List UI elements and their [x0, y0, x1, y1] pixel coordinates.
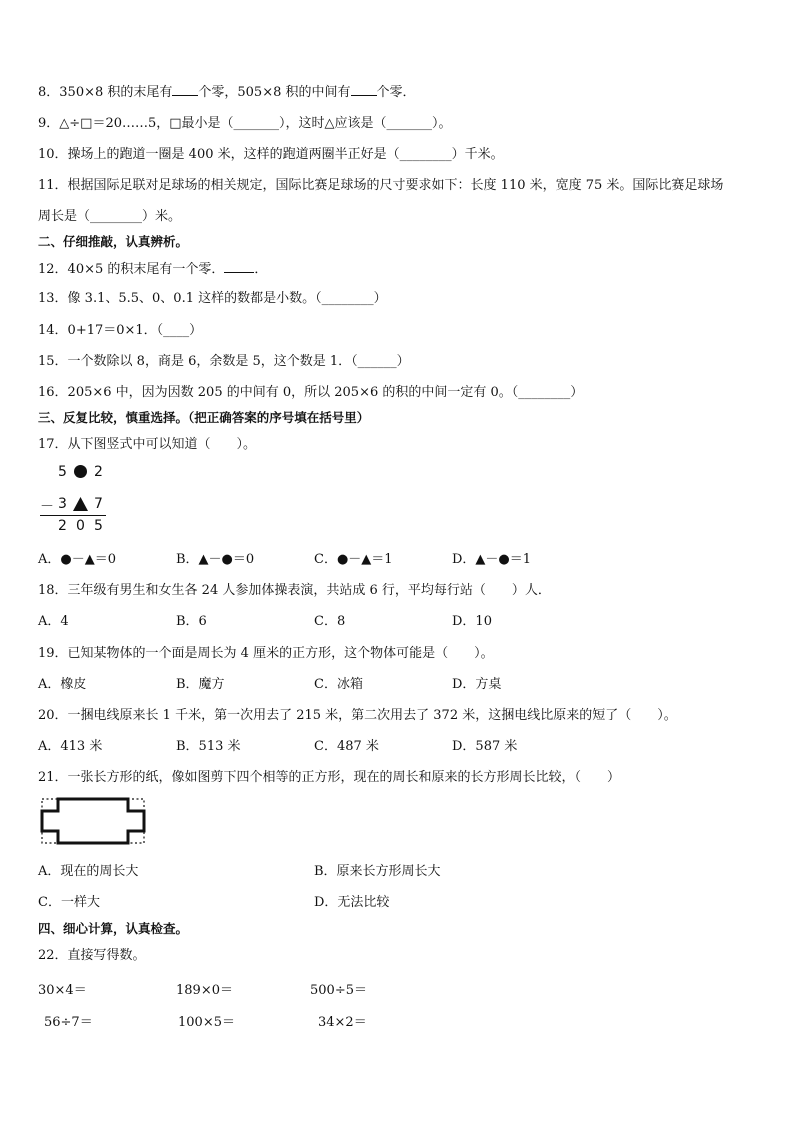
calc-item[interactable]: 34×2＝ [318, 1015, 367, 1030]
question-21: 21．一张长方形的纸，像如图剪下四个相等的正方形，现在的周长和原来的长方形周长比较，（ ） [38, 770, 621, 785]
triangle-symbol-icon [73, 497, 88, 511]
q19-option-c[interactable]: C．冰箱 [314, 677, 363, 692]
q19-option-a[interactable]: A．橡皮 [38, 677, 87, 692]
result-digit-2: 2 [58, 518, 67, 534]
q20-option-d[interactable]: D．587 米 [452, 739, 518, 754]
q8-blank-2[interactable] [351, 83, 377, 96]
q19-option-b[interactable]: B．魔方 [176, 677, 225, 692]
section-2-heading: 二、仔细推敲，认真辨析。 [38, 234, 189, 249]
result-digit-0: 0 [76, 518, 85, 534]
question-12 [38, 260, 267, 279]
cut-rectangle-figure [40, 797, 146, 847]
digit-5: 5 [58, 464, 67, 480]
digit-7: 7 [94, 496, 103, 512]
question-11-line-2: 周长是（________）米。 [38, 209, 182, 224]
question-20: 20．一捆电线原来长 1 千米，第一次用去了 215 米，第二次用去了 372 米，这捆电线比原来的短了（ ）。 [38, 708, 677, 723]
calc-item[interactable]: 189×0＝ [176, 983, 233, 998]
subtraction-line [40, 515, 106, 516]
question-8 [38, 83, 416, 102]
result-digit-5: 5 [94, 518, 103, 534]
q21-option-b[interactable]: B．原来长方形周长大 [314, 864, 441, 879]
q8-blank-1[interactable] [172, 83, 198, 96]
q12-end: ． [254, 262, 268, 277]
calc-item[interactable]: 30×4＝ [38, 983, 87, 998]
section-4-heading: 四、细心计算，认真检查。 [38, 921, 189, 936]
q8-text-1: 8．350×8 积的末尾有 [38, 85, 173, 100]
q19-option-d[interactable]: D．方桌 [452, 677, 502, 692]
digit-3: 3 [58, 496, 67, 512]
question-11-line-1: 11．根据国际足联对足球场的相关规定，国际比赛足球场的尺寸要求如下：长度 110 米，宽度 75 米。国际比赛足球场 [38, 178, 724, 193]
circle-symbol-icon [74, 465, 87, 478]
calc-item[interactable]: 100×5＝ [178, 1015, 235, 1030]
question-16: 16．205×6 中，因为因数 205 的中间有 0，所以 205×6 的积的中间一定有 0。（________） [38, 385, 584, 400]
q17-option-c[interactable]: C．●－▲＝1 [314, 552, 393, 567]
q8-text-2: 个零，505×8 积的中间有 [198, 85, 351, 100]
question-10: 10．操场上的跑道一圈是 400 米，这样的跑道两圈半正好是（________）千米。 [38, 147, 504, 162]
question-15: 15．一个数除以 8，商是 6，余数是 5，这个数是 1．（______） [38, 354, 410, 369]
q18-option-d[interactable]: D．10 [452, 614, 492, 629]
calc-item[interactable]: 500÷5＝ [310, 983, 367, 998]
q20-option-a[interactable]: A．413 米 [38, 739, 103, 754]
question-19: 19．已知某物体的一个面是周长为 4 厘米的正方形，这个物体可能是（ ）。 [38, 646, 494, 661]
q21-option-a[interactable]: A．现在的周长大 [38, 864, 139, 879]
q21-option-c[interactable]: C．一样大 [38, 895, 100, 910]
q20-option-b[interactable]: B．513 米 [176, 739, 241, 754]
calc-item[interactable]: 56÷7＝ [44, 1015, 93, 1030]
question-9: 9．△÷□＝20……5，□最小是（_______），这时△应该是（_______）。 [38, 116, 452, 131]
question-14: 14．0+17＝0×1．（____） [38, 323, 203, 338]
q20-option-c[interactable]: C．487 米 [314, 739, 379, 754]
q12-blank[interactable] [224, 260, 254, 273]
q8-text-3: 个零． [376, 85, 416, 100]
q18-option-a[interactable]: A．4 [38, 614, 69, 629]
q18-option-b[interactable]: B．6 [176, 614, 207, 629]
q12-text: 12．40×5 的积末尾有一个零． [38, 262, 225, 277]
q17-option-b[interactable]: B．▲－●＝0 [176, 552, 255, 567]
q21-option-d[interactable]: D．无法比较 [314, 895, 390, 910]
question-22: 22．直接写得数。 [38, 948, 146, 963]
digit-2: 2 [94, 464, 103, 480]
q18-option-c[interactable]: C．8 [314, 614, 346, 629]
section-3-heading: 三、反复比较，慎重选择。（把正确答案的序号填在括号里） [38, 410, 370, 425]
question-18: 18．三年级有男生和女生各 24 人参加体操表演，共站成 6 行，平均每行站（ ）人． [38, 583, 551, 598]
question-17: 17．从下图竖式中可以知道（ ）。 [38, 437, 257, 452]
q17-option-d[interactable]: D．▲－●＝1 [452, 552, 532, 567]
q17-option-a[interactable]: A．●－▲＝0 [38, 552, 117, 567]
minus-sign: － [40, 499, 54, 515]
question-13: 13．像 3.1、5.5、0、0.1 这样的数都是小数。（________） [38, 291, 387, 306]
